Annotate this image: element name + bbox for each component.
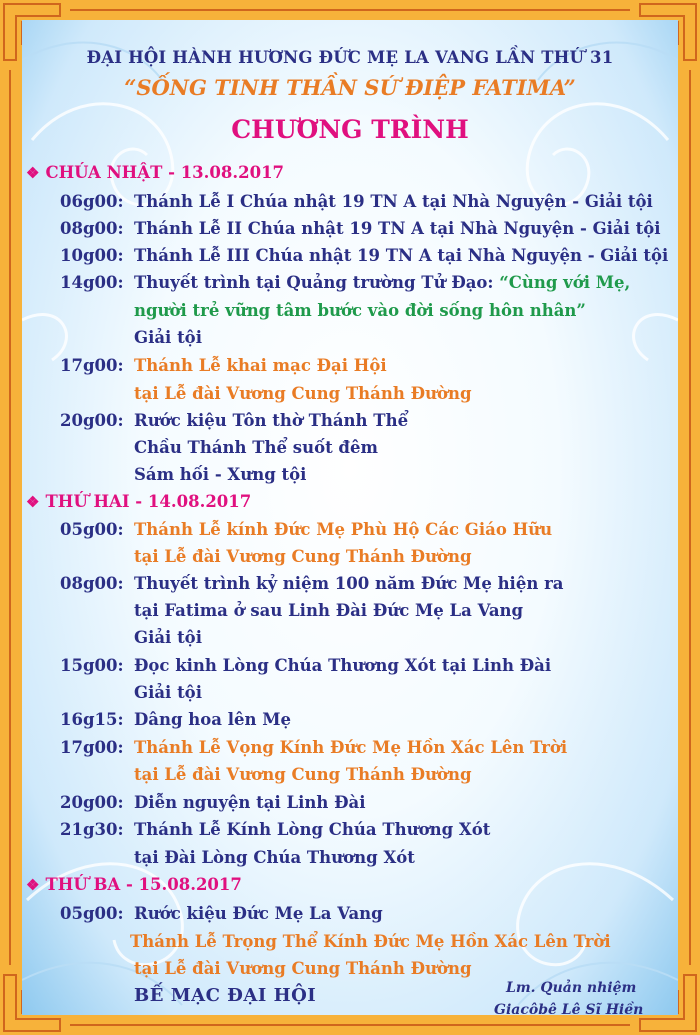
event-theme: “SỐNG TINH THẦN SỨ ĐIỆP FATIMA” — [124, 75, 576, 100]
day-heading-monday: ❖ THỨ HAI - 14.08.2017 — [26, 492, 252, 511]
schedule-item-cont: tại Lễ đài Vương Cung Thánh Đường — [134, 765, 472, 784]
schedule-item: 14g00: Thuyết trình tại Quảng trường Tử Đạo: “Cùng với Mẹ, — [60, 273, 631, 292]
program-panel — [22, 20, 678, 1015]
schedule-item: 08g00: Thuyết trình kỷ niệm 100 năm Đức Mẹ hiện ra — [60, 574, 564, 593]
schedule-item: 21g30: Thánh Lễ Kính Lòng Chúa Thương Xót — [60, 820, 491, 839]
program-heading: CHƯƠNG TRÌNH — [231, 115, 469, 144]
schedule-item-cont: tại Fatima ở sau Linh Đài Đức Mẹ La Vang — [134, 601, 524, 620]
schedule-item: 17g00: Thánh Lễ khai mạc Đại Hội — [60, 356, 387, 375]
day-heading-tuesday: ❖ THỨ BA - 15.08.2017 — [26, 875, 242, 894]
schedule-item: 10g00: Thánh Lễ III Chúa nhật 19 TN A tại Nhà Nguyện - Giải tội — [60, 246, 669, 265]
schedule-item-extra: Giải tội — [134, 328, 202, 347]
signature-name: Giacôbê Lê Sĩ Hiền — [494, 1002, 644, 1015]
schedule-item: 05g00: Thánh Lễ kính Đức Mẹ Phù Hộ Các Giáo Hữu — [60, 520, 553, 539]
schedule-item-cont: Chầu Thánh Thể suốt đêm — [134, 438, 378, 457]
schedule-item: 06g00: Thánh Lễ I Chúa nhật 19 TN A tại Nhà Nguyện - Giải tội — [60, 192, 653, 211]
schedule-item: 08g00: Thánh Lễ II Chúa nhật 19 TN A tại Nhà Nguyện - Giải tội — [60, 219, 661, 238]
schedule-item-cont: Thánh Lễ Trọng Thể Kính Đức Mẹ Hồn Xác Lên Trời — [130, 932, 611, 951]
schedule-item-cont: Giải tội — [134, 628, 202, 647]
diamond-bullet-icon: ❖ — [26, 493, 40, 511]
schedule-item: 15g00: Đọc kinh Lòng Chúa Thương Xót tại Linh Đài — [60, 656, 552, 675]
schedule-item-cont: Sám hối - Xưng tội — [134, 465, 307, 484]
event-title: ĐẠI HỘI HÀNH HƯƠNG ĐỨC MẸ LA VANG LẦN THỨ 31 — [86, 48, 614, 67]
schedule-item: 17g00: Thánh Lễ Vọng Kính Đức Mẹ Hồn Xác Lên Trời — [60, 738, 568, 757]
schedule-item-cont: tại Đài Lòng Chúa Thương Xót — [134, 848, 415, 867]
program-content — [22, 20, 678, 1015]
day-heading-sunday: ❖ CHÚA NHẬT - 13.08.2017 — [26, 163, 285, 182]
schedule-item-quote: người trẻ vững tâm bước vào đời sống hôn nhân” — [134, 301, 586, 320]
diamond-bullet-icon: ❖ — [26, 164, 40, 182]
signature-role: Lm. Quản nhiệm — [506, 980, 637, 996]
schedule-item-cont: tại Lễ đài Vương Cung Thánh Đường — [134, 959, 472, 978]
diamond-bullet-icon: ❖ — [26, 876, 40, 894]
schedule-item: 05g00: Rước kiệu Đức Mẹ La Vang — [60, 904, 383, 923]
schedule-item: 20g00: Rước kiệu Tôn thờ Thánh Thể — [60, 411, 409, 430]
schedule-item-cont: tại Lễ đài Vương Cung Thánh Đường — [134, 547, 472, 566]
schedule-item: 20g00: Diễn nguyện tại Linh Đài — [60, 793, 366, 812]
schedule-item: 16g15: Dâng hoa lên Mẹ — [60, 710, 291, 729]
schedule-item-cont: tại Lễ đài Vương Cung Thánh Đường — [134, 384, 472, 403]
schedule-item-cont: Giải tội — [134, 683, 202, 702]
closing-line: BẾ MẠC ĐẠI HỘI — [134, 985, 317, 1006]
